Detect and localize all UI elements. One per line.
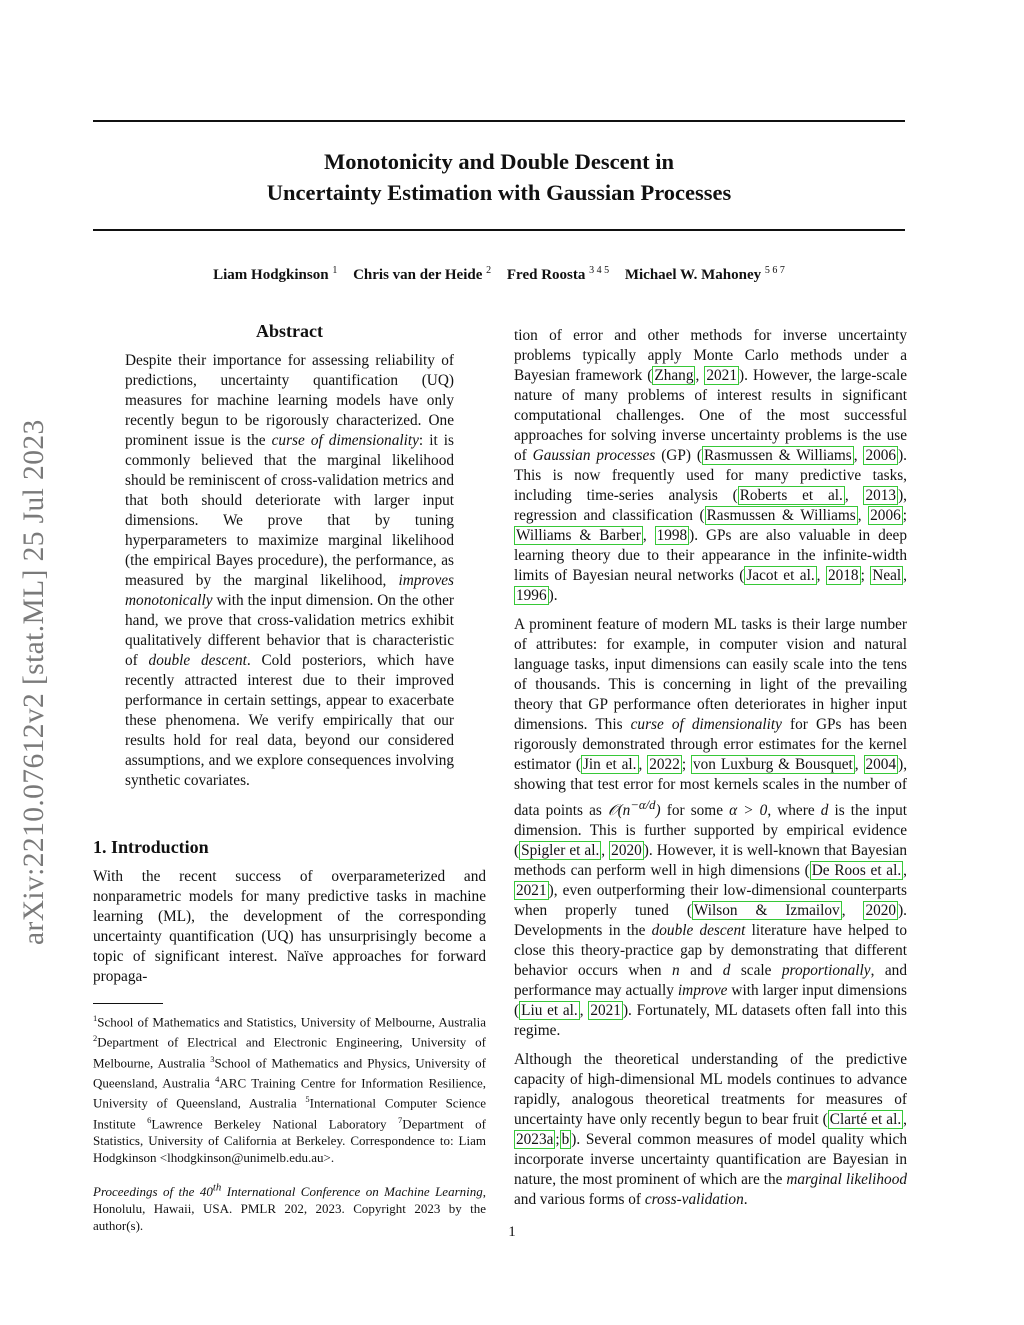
- top-rule: [93, 120, 905, 122]
- section-heading-introduction: 1. Introduction: [93, 837, 209, 857]
- citation-author: Wilson & Izmailov: [693, 902, 840, 920]
- footnote-text: ARC Training Centre for Information Resilience, University of Queensland, Australia: [93, 1075, 486, 1111]
- citation-link[interactable]: [581, 755, 639, 774]
- text: for some: [660, 802, 730, 820]
- text: literature have helped to close this theory-practice gap by demonstrating that different behavior occurs when: [514, 922, 908, 980]
- citation-link[interactable]: [863, 486, 898, 505]
- math-expression: n: [672, 962, 680, 980]
- citation-link[interactable]: [655, 526, 690, 545]
- left-column: [93, 318, 486, 1234]
- abstract-text: Despite their importance for assessing reliability of predictions, uncertainty quantification (UQ) measures for machine learning models have only recently begun to be rigorously characterized. One prominent issue is the: [125, 352, 454, 449]
- footnote-text: Department of Statistics, University of California at Berkeley. Correspondence to: Liam Hodgkinson <lhodgkinson@unimelb.edu.au>.: [93, 1115, 486, 1165]
- citation-link[interactable]: [514, 586, 549, 605]
- author-list: [93, 265, 905, 284]
- proceedings-number: 40: [199, 1184, 213, 1200]
- footnote-rule: [93, 1003, 163, 1004]
- citation-year: 1996: [516, 587, 547, 604]
- citation-link[interactable]: [704, 366, 739, 385]
- title-line-2: Uncertainty Estimation with Gaussian Processes: [266, 180, 732, 205]
- footnote-text: School of Mathematics and Physics, University of Queensland, Australia: [93, 1054, 486, 1091]
- citation-year: 2006: [870, 507, 901, 524]
- citation-link[interactable]: [514, 1130, 555, 1149]
- proceedings-superscript: th: [212, 1181, 222, 1194]
- abstract-text: with the input dimension. On the other hand, we prove that cross-validation metrics exhibit qualitatively different behavior that is characteristic of: [125, 592, 454, 669]
- right-column: [514, 326, 907, 1219]
- footnote-marker: 7: [398, 1114, 403, 1125]
- text: ), even outperforming their low-dimensional counterparts when properly tuned (: [514, 882, 907, 920]
- citation-author: Roberts et al.: [739, 487, 843, 504]
- citation-author: Jacot et al.: [746, 567, 815, 584]
- citation-link[interactable]: [652, 366, 695, 385]
- author-name: Chris van der Heide: [353, 267, 483, 283]
- abstract-text: : it is commonly believed that the marginal likelihood should be reminiscent of cross-validation metrics and that both should deteriorate with larger input dimensions. We prove that by tuning hyperparameters to maximize marginal likelihood (the empirical Bayes procedure), the performance, as measured by the marginal likelihood,: [125, 432, 454, 589]
- citation-author: Rasmussen & Williams: [706, 507, 856, 524]
- affiliations-footnote: [93, 1010, 486, 1166]
- citation-link[interactable]: [738, 486, 845, 505]
- text: for GPs has been rigorously demonstrated through error estimates for the kernel estimator (: [514, 716, 907, 773]
- citation-link[interactable]: [691, 755, 855, 774]
- citation-author: Jin et al.: [582, 756, 637, 773]
- text: A prominent feature of modern ML tasks is their large number of attributes: for example, in computer vision and natural language tasks, input dimensions can easily scale into the tens of thousands. This is concerning in light of the prevailing theory that GP performance often deteriorates in higher input dimensions. This: [514, 616, 907, 733]
- citation-link[interactable]: [519, 841, 601, 860]
- text: .: [743, 1191, 748, 1209]
- citation-link[interactable]: [514, 526, 643, 545]
- citation-year: 2022: [649, 756, 680, 773]
- text: (GP) (: [655, 447, 702, 464]
- footnote-marker: 1: [93, 1013, 98, 1023]
- citation-author: Rasmussen & Williams: [703, 447, 852, 464]
- abstract-heading: Abstract: [256, 321, 323, 341]
- citation-link[interactable]: [826, 566, 861, 585]
- citation-link[interactable]: [864, 755, 899, 774]
- footnote-marker: 3: [210, 1053, 215, 1064]
- citation-author: Zhang: [654, 367, 694, 384]
- citation-link[interactable]: [647, 755, 682, 774]
- math-text: ): [655, 802, 661, 820]
- citation-link[interactable]: [692, 901, 842, 920]
- abstract-emphasis: double descent: [148, 652, 247, 669]
- citation-year: 2021: [516, 882, 547, 900]
- citation-link[interactable]: [609, 841, 644, 860]
- author-affiliation: 2: [486, 265, 492, 276]
- math-expression: d: [722, 962, 731, 980]
- title-bottom-rule: [93, 229, 905, 231]
- citation-link[interactable]: [560, 1130, 572, 1149]
- text: ). Developments in the: [514, 902, 907, 940]
- citation-year: 2020: [611, 842, 642, 860]
- emphasis: Gaussian processes: [532, 447, 656, 464]
- footnote-text: School of Mathematics and Statistics, University of Melbourne, Australia: [97, 1014, 486, 1030]
- abstract-emphasis: curse of dimensionality: [271, 432, 419, 449]
- text: tion of error and other methods for inverse uncertainty problems typically apply Monte Carlo methods under a Bayesian framework (: [514, 327, 907, 384]
- text: ).: [548, 587, 558, 604]
- footnote-text: International Computer Science Institute: [93, 1095, 486, 1131]
- emphasis: improve: [677, 982, 728, 1000]
- emphasis: curse of dimensionality: [630, 716, 782, 733]
- author: [213, 267, 337, 283]
- emphasis: cross-validation: [644, 1191, 744, 1209]
- citation-year: 1998: [656, 527, 688, 544]
- emphasis: marginal likelihood: [786, 1171, 907, 1189]
- math-expression: [607, 798, 661, 820]
- citation-link[interactable]: [828, 1110, 903, 1129]
- citation-year: 2021: [706, 367, 737, 384]
- citation-link[interactable]: [519, 1001, 580, 1020]
- footnote-text: Lawrence Berkeley National Laboratory: [151, 1115, 399, 1131]
- math-expression: d: [820, 802, 829, 820]
- proceedings-text: , Honolulu, Hawaii, USA. PMLR 202, 2023. Copyright 2023 by the author(s).: [93, 1184, 486, 1234]
- citation-link[interactable]: [810, 861, 903, 880]
- text: ). Several common measures of model quality which incorporate inverse uncertainty quantification are Bayesian in nature, the most prominent of which are the: [514, 1131, 907, 1189]
- page-number: 1: [508, 1224, 516, 1240]
- text: ). However, the large-scale nature of many problems of interest results in significant computational challenges. One of the most successful approaches for solving inverse uncertainty problems is the use of: [514, 367, 907, 464]
- citation-year: 2006: [865, 447, 897, 464]
- math-expression: α > 0: [729, 802, 768, 820]
- author: [353, 267, 491, 283]
- abstract-emphasis: improves monotonically: [125, 572, 454, 609]
- citation-year: 2004: [865, 756, 897, 773]
- citation-link[interactable]: [588, 1001, 623, 1020]
- citation-link[interactable]: [705, 506, 858, 525]
- citation-author: De Roos et al.: [811, 862, 902, 880]
- text: ). Fortunately, ML datasets often fall into this regime.: [514, 1002, 907, 1040]
- citation-author: Clarté et al.: [829, 1111, 902, 1129]
- math-text: 𝒪(n: [607, 802, 631, 820]
- author-affiliation: 3 4 5: [589, 265, 610, 276]
- text: is the input dimension. This is further supported by empirical evidence (: [514, 802, 908, 860]
- citation-year: 2023a: [516, 1131, 554, 1149]
- citation-link[interactable]: [870, 566, 903, 585]
- text: , and performance may actually: [514, 962, 907, 1000]
- emphasis: double descent: [651, 922, 746, 940]
- citation-link[interactable]: [702, 446, 854, 465]
- citation-author: Neal: [872, 567, 902, 584]
- author-name: Michael W. Mahoney: [624, 267, 762, 283]
- text: and various forms of: [514, 1191, 645, 1209]
- text: , where: [767, 802, 821, 820]
- citation-author: Spigler et al.: [521, 842, 600, 860]
- footnote-marker: 4: [215, 1073, 220, 1084]
- citation-year: 2013: [865, 487, 897, 504]
- paragraph: Although the theoretical understanding of the predictive capacity of high-dimensional ML models continues to advance rapidly, analogous theoretical treatments for measures of uncertainty have only recently begun to bear fruit ( Clarté et al. , 2023a ; b ). Several common measures of model quality which incorporate inverse uncertainty quantification are Bayesian in nature, the most prominent of which are the marginal likelihood and various forms of cross-validation.: [514, 1051, 907, 1209]
- intro-paragraph: With the recent success of overparameterized and nonparametric models for many predictive tasks in machine learning (ML), the development of the corresponding uncertainty quantification (UQ) has unsurprisingly become a topic of significant interest. Naïve approaches for forward propaga-: [93, 868, 486, 985]
- paragraph: A prominent feature of modern ML tasks is their large number of attributes: for example, in computer vision and natural language tasks, input dimensions can easily scale into the tens of thousands. This is concerning in light of the prevailing theory that GP performance often deteriorates in higher input dimensions. This curse of dimensionality for GPs has been rigorously demonstrated through error estimates for the kernel estimator ( Jin et al. , 2022 ; von Luxburg & Bousquet , 2004 ), showing that test error for most kernels scales in the number of data points as $𝒪(n^{-\alpha/d})$ for some α > 0, where d is the input dimension. This is further supported by empirical evidence ( Spigler et al. , 2020 ). However, it is well-known that Bayesian methods can perform well in high dimensions ( De Roos et al. , 2021 ), even outperforming their low-dimensional counterparts when properly tuned ( Wilson & Izmailov , 2020 ). Developments in the double descent literature have helped to close this theory-practice gap by demonstrating that different behavior occurs when n and d scale proportionally, and performance may actually improve with larger input dimensions ( Liu et al. , 2021 ). Fortunately, ML datasets often fall into this regime.: [514, 616, 908, 1040]
- abstract-text: . Cold posteriors, which have recently attracted interest due to their improved performance in certain settings, appear to exacerbate these phenomena. We verify empirically that our results hold for real data, beyond our considered assumptions, and we explore consequences involving synthetic covariates.: [125, 652, 454, 789]
- emphasis: proportionally: [781, 962, 871, 980]
- footnote-marker: 5: [305, 1094, 310, 1105]
- text: ), showing that test error for most kernels scales in the number of data points as: [514, 756, 908, 820]
- paper-title: [93, 146, 905, 208]
- citation-year: 2018: [827, 567, 859, 584]
- citation-year: b: [561, 1131, 570, 1149]
- author-affiliation: 1: [332, 265, 338, 276]
- paragraph: tion of error and other methods for inverse uncertainty problems typically apply Monte Carlo methods under a Bayesian framework ( Zhang , 2021 ). However, the large-scale nature of many problems of interest results in significant computational challenges. One of the most successful approaches for solving inverse uncertainty problems is the use of Gaussian processes (GP) ( Rasmussen & Williams , 2006 ). This is now frequently used for many predictive tasks, including time-series analysis ( Roberts et al. , 2013 ), regression and classification ( Rasmussen & Williams , 2006 ; Williams & Barber , 1998 ). GPs are also valuable in deep learning theory due to their appearance in the infinite-width limits of Bayesian neural networks ( Jacot et al. , 2018 ; Neal , 1996 ).: [514, 327, 907, 604]
- citation-link[interactable]: [868, 506, 903, 525]
- abstract-body: [125, 351, 454, 791]
- text: ). However, it is well-known that Bayesian methods can perform well in high dimensions (: [514, 842, 907, 880]
- text: with larger input dimensions (: [514, 982, 908, 1020]
- text: and: [679, 962, 723, 980]
- text: scale: [730, 962, 782, 980]
- proceedings-text: International Conference on Machine Learning: [221, 1184, 483, 1200]
- citation-author: Liu et al.: [521, 1002, 578, 1020]
- citation-link[interactable]: [744, 566, 816, 585]
- author-name: Fred Roosta: [506, 267, 586, 283]
- citation-author: von Luxburg & Bousquet: [693, 756, 853, 773]
- footnote-marker: 6: [147, 1114, 152, 1125]
- citation-year: 2021: [590, 1002, 621, 1020]
- text: ). This is now frequently used for many predictive tasks, including time-series analysis (: [514, 447, 907, 504]
- arxiv-identifier: arXiv:2210.07612v2 [stat.ML] 25 Jul 2023: [18, 419, 50, 945]
- math-superscript: −α/d: [630, 798, 656, 812]
- footnote-marker: 2: [93, 1033, 98, 1044]
- footnote-text: Department of Electrical and Electronic Engineering, University of Melbourne, Australia: [93, 1034, 486, 1070]
- author-affiliation: 5 6 7: [764, 265, 785, 276]
- author: [625, 267, 785, 283]
- text: ), regression and classification (: [514, 487, 907, 524]
- citation-link[interactable]: [514, 881, 549, 900]
- author-name: Liam Hodgkinson: [213, 267, 329, 283]
- citation-author: Williams & Barber: [516, 527, 641, 544]
- citation-link[interactable]: [863, 446, 898, 465]
- proceedings-text: Proceedings of the: [93, 1184, 200, 1200]
- text: ). GPs are also valuable in deep learning theory due to their appearance in the infinite-width limits of Bayesian neural networks (: [514, 527, 907, 584]
- citation-link[interactable]: [863, 901, 898, 920]
- text: Although the theoretical understanding of the predictive capacity of high-dimensional ML models continues to advance rapidly, analogous theoretical treatments for measures of uncertainty have only recently begun to bear fruit (: [514, 1051, 907, 1129]
- author: [507, 267, 609, 283]
- citation-year: 2020: [865, 902, 897, 920]
- title-line-1: Monotonicity and Double Descent in: [323, 149, 674, 174]
